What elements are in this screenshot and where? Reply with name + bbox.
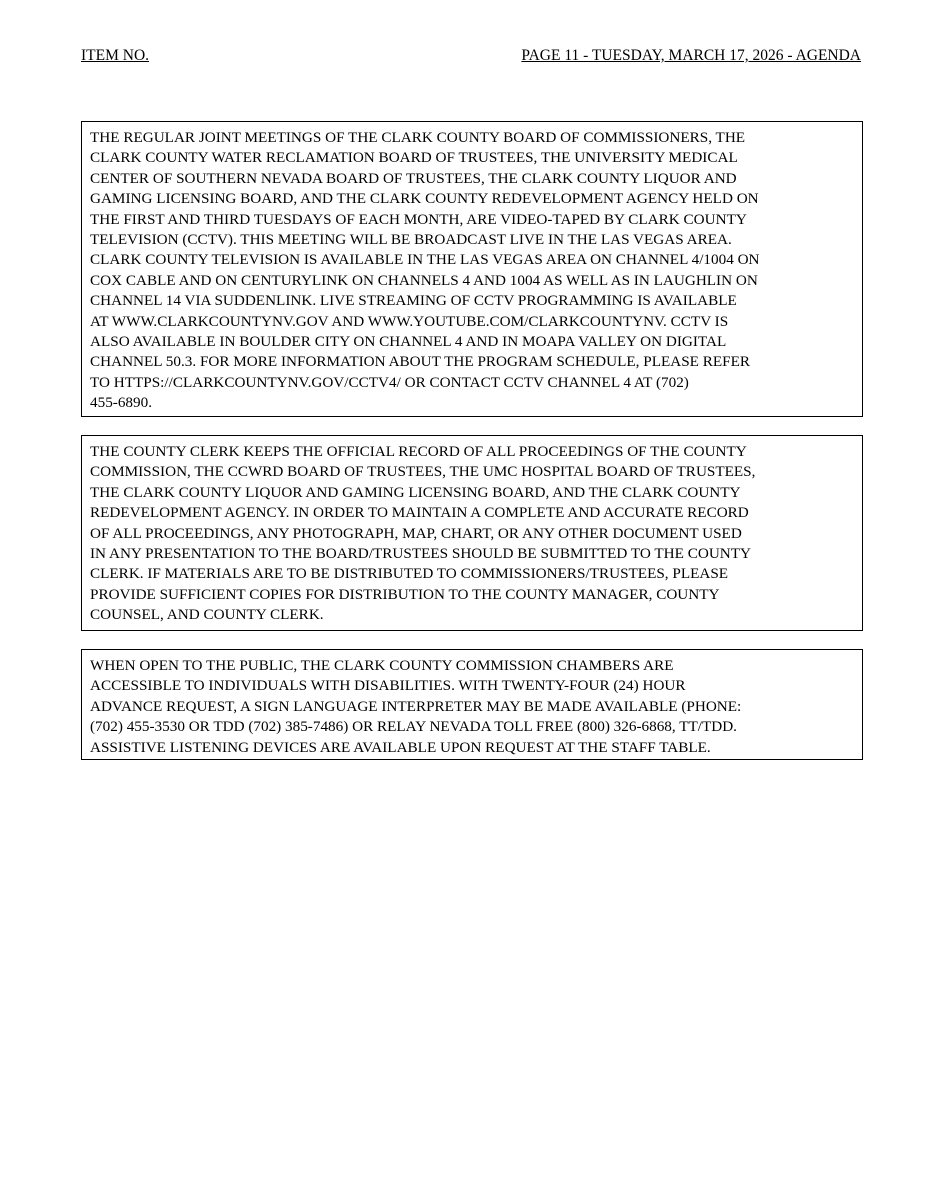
notice-line: THE FIRST AND THIRD TUESDAYS OF EACH MONTH, ARE VIDEO-TAPED BY CLARK COUNTY — [90, 210, 747, 228]
notice-line: TO HTTPS://CLARKCOUNTYNV.GOV/CCTV4/ OR CONTACT CCTV CHANNEL 4 AT (702) — [90, 373, 689, 391]
notice-line: ADVANCE REQUEST, A SIGN LANGUAGE INTERPRETER MAY BE MADE AVAILABLE (PHONE: — [90, 697, 742, 715]
notice-line: CLARK COUNTY WATER RECLAMATION BOARD OF TRUSTEES, THE UNIVERSITY MEDICAL — [90, 149, 738, 167]
notice-line: THE CLARK COUNTY LIQUOR AND GAMING LICENSING BOARD, AND THE CLARK COUNTY — [90, 483, 741, 501]
notice-line: GAMING LICENSING BOARD, AND THE CLARK COUNTY REDEVELOPMENT AGENCY HELD ON — [90, 190, 759, 208]
notice-line: (702) 455-3530 OR TDD (702) 385-7486) OR RELAY NEVADA TOLL FREE (800) 326-6868, TT/TDD. — [90, 718, 737, 736]
notice-line: COX CABLE AND ON CENTURYLINK ON CHANNELS 4 AND 1004 AS WELL AS IN LAUGHLIN ON — [90, 271, 758, 289]
notice-line: COMMISSION, THE CCWRD BOARD OF TRUSTEES, THE UMC HOSPITAL BOARD OF TRUSTEES, — [90, 463, 756, 481]
notice-line: CLARK COUNTY TELEVISION IS AVAILABLE IN THE LAS VEGAS AREA ON CHANNEL 4/1004 ON — [90, 251, 760, 269]
notice-line: IN ANY PRESENTATION TO THE BOARD/TRUSTEES SHOULD BE SUBMITTED TO THE COUNTY — [90, 545, 752, 563]
notice-line: OF ALL PROCEEDINGS, ANY PHOTOGRAPH, MAP, CHART, OR ANY OTHER DOCUMENT USED — [90, 524, 742, 542]
cctv-broadcast-notice — [81, 121, 863, 417]
notice-line: CENTER OF SOUTHERN NEVADA BOARD OF TRUSTEES, THE CLARK COUNTY LIQUOR AND — [90, 169, 737, 187]
county-clerk-record-notice — [81, 435, 863, 631]
notice-line: COUNSEL, AND COUNTY CLERK. — [90, 606, 324, 624]
page-date-agenda-label: PAGE 11 - TUESDAY, MARCH 17, 2026 - AGENDA — [521, 47, 861, 64]
notice-line: PROVIDE SUFFICIENT COPIES FOR DISTRIBUTION TO THE COUNTY MANAGER, COUNTY — [90, 585, 720, 603]
notice-line: ALSO AVAILABLE IN BOULDER CITY ON CHANNEL 4 AND IN MOAPA VALLEY ON DIGITAL — [90, 333, 727, 351]
notice-line: CLERK. IF MATERIALS ARE TO BE DISTRIBUTED TO COMMISSIONERS/TRUSTEES, PLEASE — [90, 565, 729, 583]
item-number-label: ITEM NO. — [81, 47, 150, 64]
page-header — [81, 46, 861, 70]
notice-line: CHANNEL 14 VIA SUDDENLINK. LIVE STREAMING OF CCTV PROGRAMMING IS AVAILABLE — [90, 292, 737, 310]
notice-line: CHANNEL 50.3. FOR MORE INFORMATION ABOUT THE PROGRAM SCHEDULE, PLEASE REFER — [90, 353, 751, 371]
notice-line: ACCESSIBLE TO INDIVIDUALS WITH DISABILITIES. WITH TWENTY-FOUR (24) HOUR — [90, 677, 686, 695]
notice-line: THE COUNTY CLERK KEEPS THE OFFICIAL RECORD OF ALL PROCEEDINGS OF THE COUNTY — [90, 443, 747, 460]
notice-line: AT WWW.CLARKCOUNTYNV.GOV AND WWW.YOUTUBE.COM/CLARKCOUNTYNV. CCTV IS — [90, 312, 729, 330]
notice-line: TELEVISION (CCTV). THIS MEETING WILL BE BROADCAST LIVE IN THE LAS VEGAS AREA. — [90, 231, 732, 249]
notice-line: ASSISTIVE LISTENING DEVICES ARE AVAILABLE UPON REQUEST AT THE STAFF TABLE. — [90, 738, 711, 756]
accessibility-notice — [81, 649, 863, 760]
notice-line: WHEN OPEN TO THE PUBLIC, THE CLARK COUNTY COMMISSION CHAMBERS ARE — [90, 657, 674, 674]
notice-line: 455-6890. — [90, 394, 153, 412]
notice-line: REDEVELOPMENT AGENCY. IN ORDER TO MAINTAIN A COMPLETE AND ACCURATE RECORD — [90, 504, 749, 522]
notice-line: THE REGULAR JOINT MEETINGS OF THE CLARK COUNTY BOARD OF COMMISSIONERS, THE — [90, 129, 746, 146]
